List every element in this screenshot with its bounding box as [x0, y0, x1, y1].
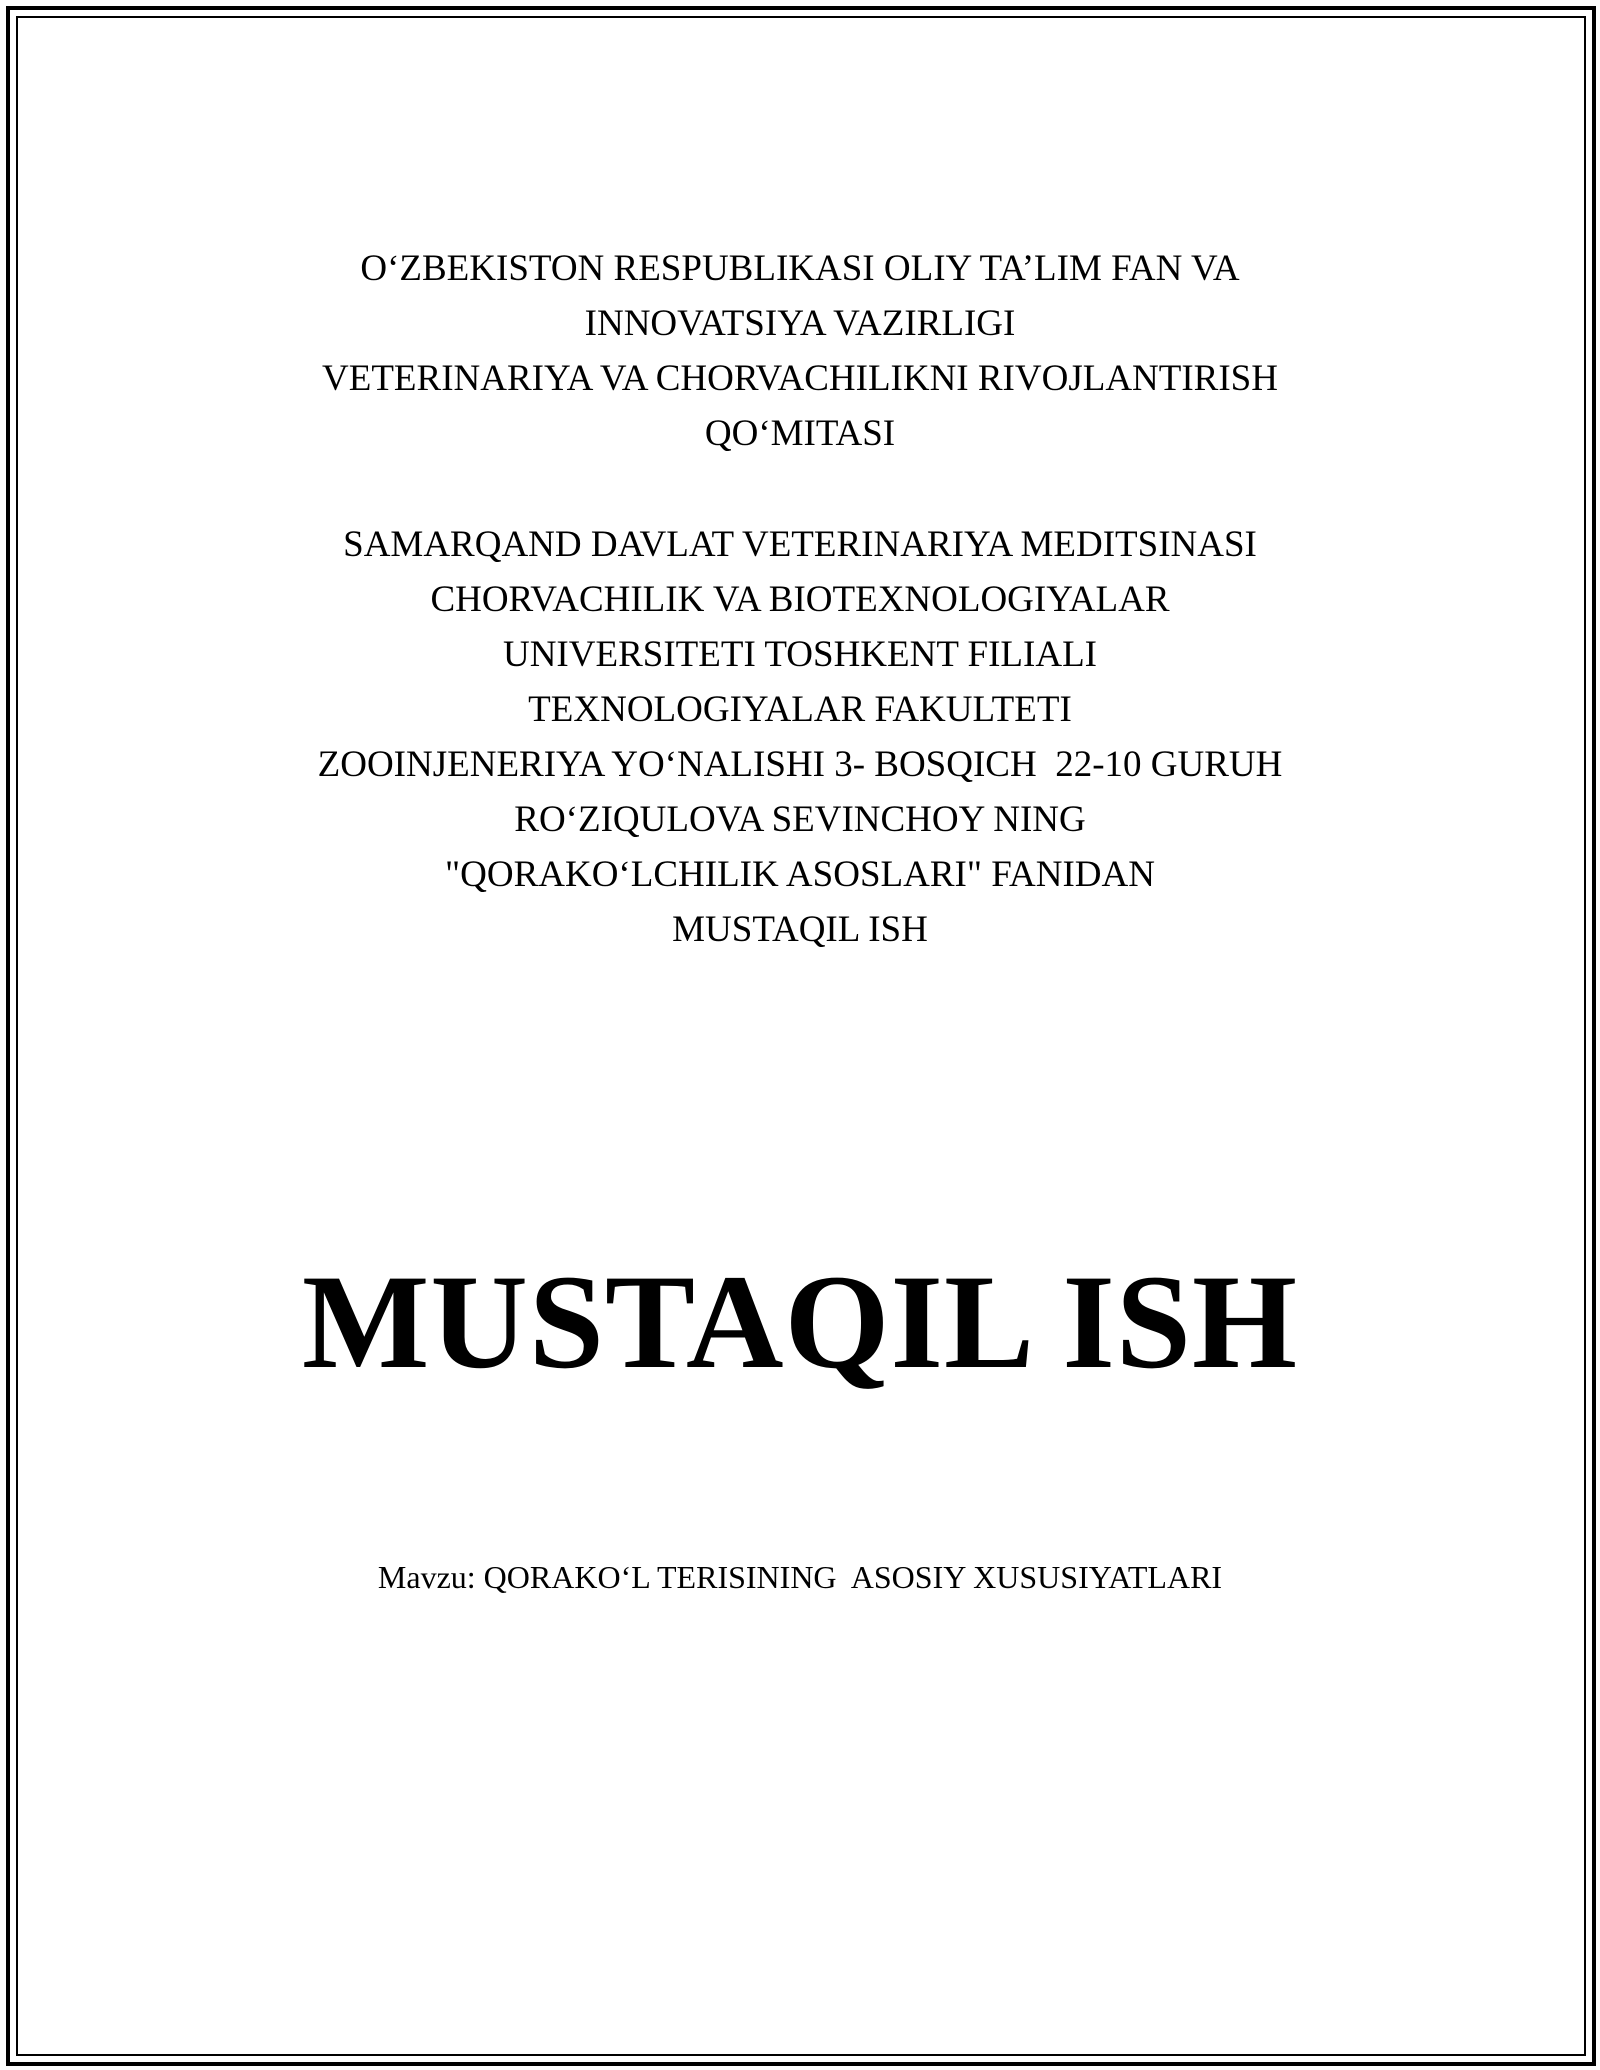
main-title: MUSTAQIL ISH — [301, 1248, 1299, 1397]
student-name-line: RO‘ZIQULOVA SEVINCHOY NING — [514, 799, 1086, 840]
ministry-line: VETERINARIYA VA CHORVACHILIKNI RIVOJLANTIRISH — [322, 358, 1278, 399]
work-type-line: MUSTAQIL ISH — [672, 909, 928, 950]
university-line: CHORVACHILIK VA BIOTEXNOLOGIYALAR — [430, 579, 1170, 620]
university-line: UNIVERSITETI TOSHKENT FILIALI — [502, 634, 1097, 675]
ministry-line: QO‘MITASI — [704, 413, 896, 454]
ministry-line: O‘ZBEKISTON RESPUBLIKASI OLIY TA’LIM FAN VA — [360, 248, 1240, 289]
ministry-header — [0, 241, 1600, 461]
direction-group-line: ZOOINJENERIYA YO‘NALISHI 3- BOSQICH 22-10 GURUH — [317, 744, 1283, 785]
ministry-line: INNOVATSIYA VAZIRLIGI — [584, 303, 1016, 344]
university-header — [0, 517, 1600, 957]
topic-line: Mavzu: QORAKO‘L TERISINING ASOSIY XUSUSIYATLARI — [377, 1559, 1223, 1595]
subject-line: "QORAKO‘LCHILIK ASOSLARI" FANIDAN — [445, 854, 1155, 895]
university-line: SAMARQAND DAVLAT VETERINARIYA MEDITSINASI — [343, 524, 1257, 565]
faculty-line: TEXNOLOGIYALAR FAKULTETI — [528, 689, 1072, 730]
